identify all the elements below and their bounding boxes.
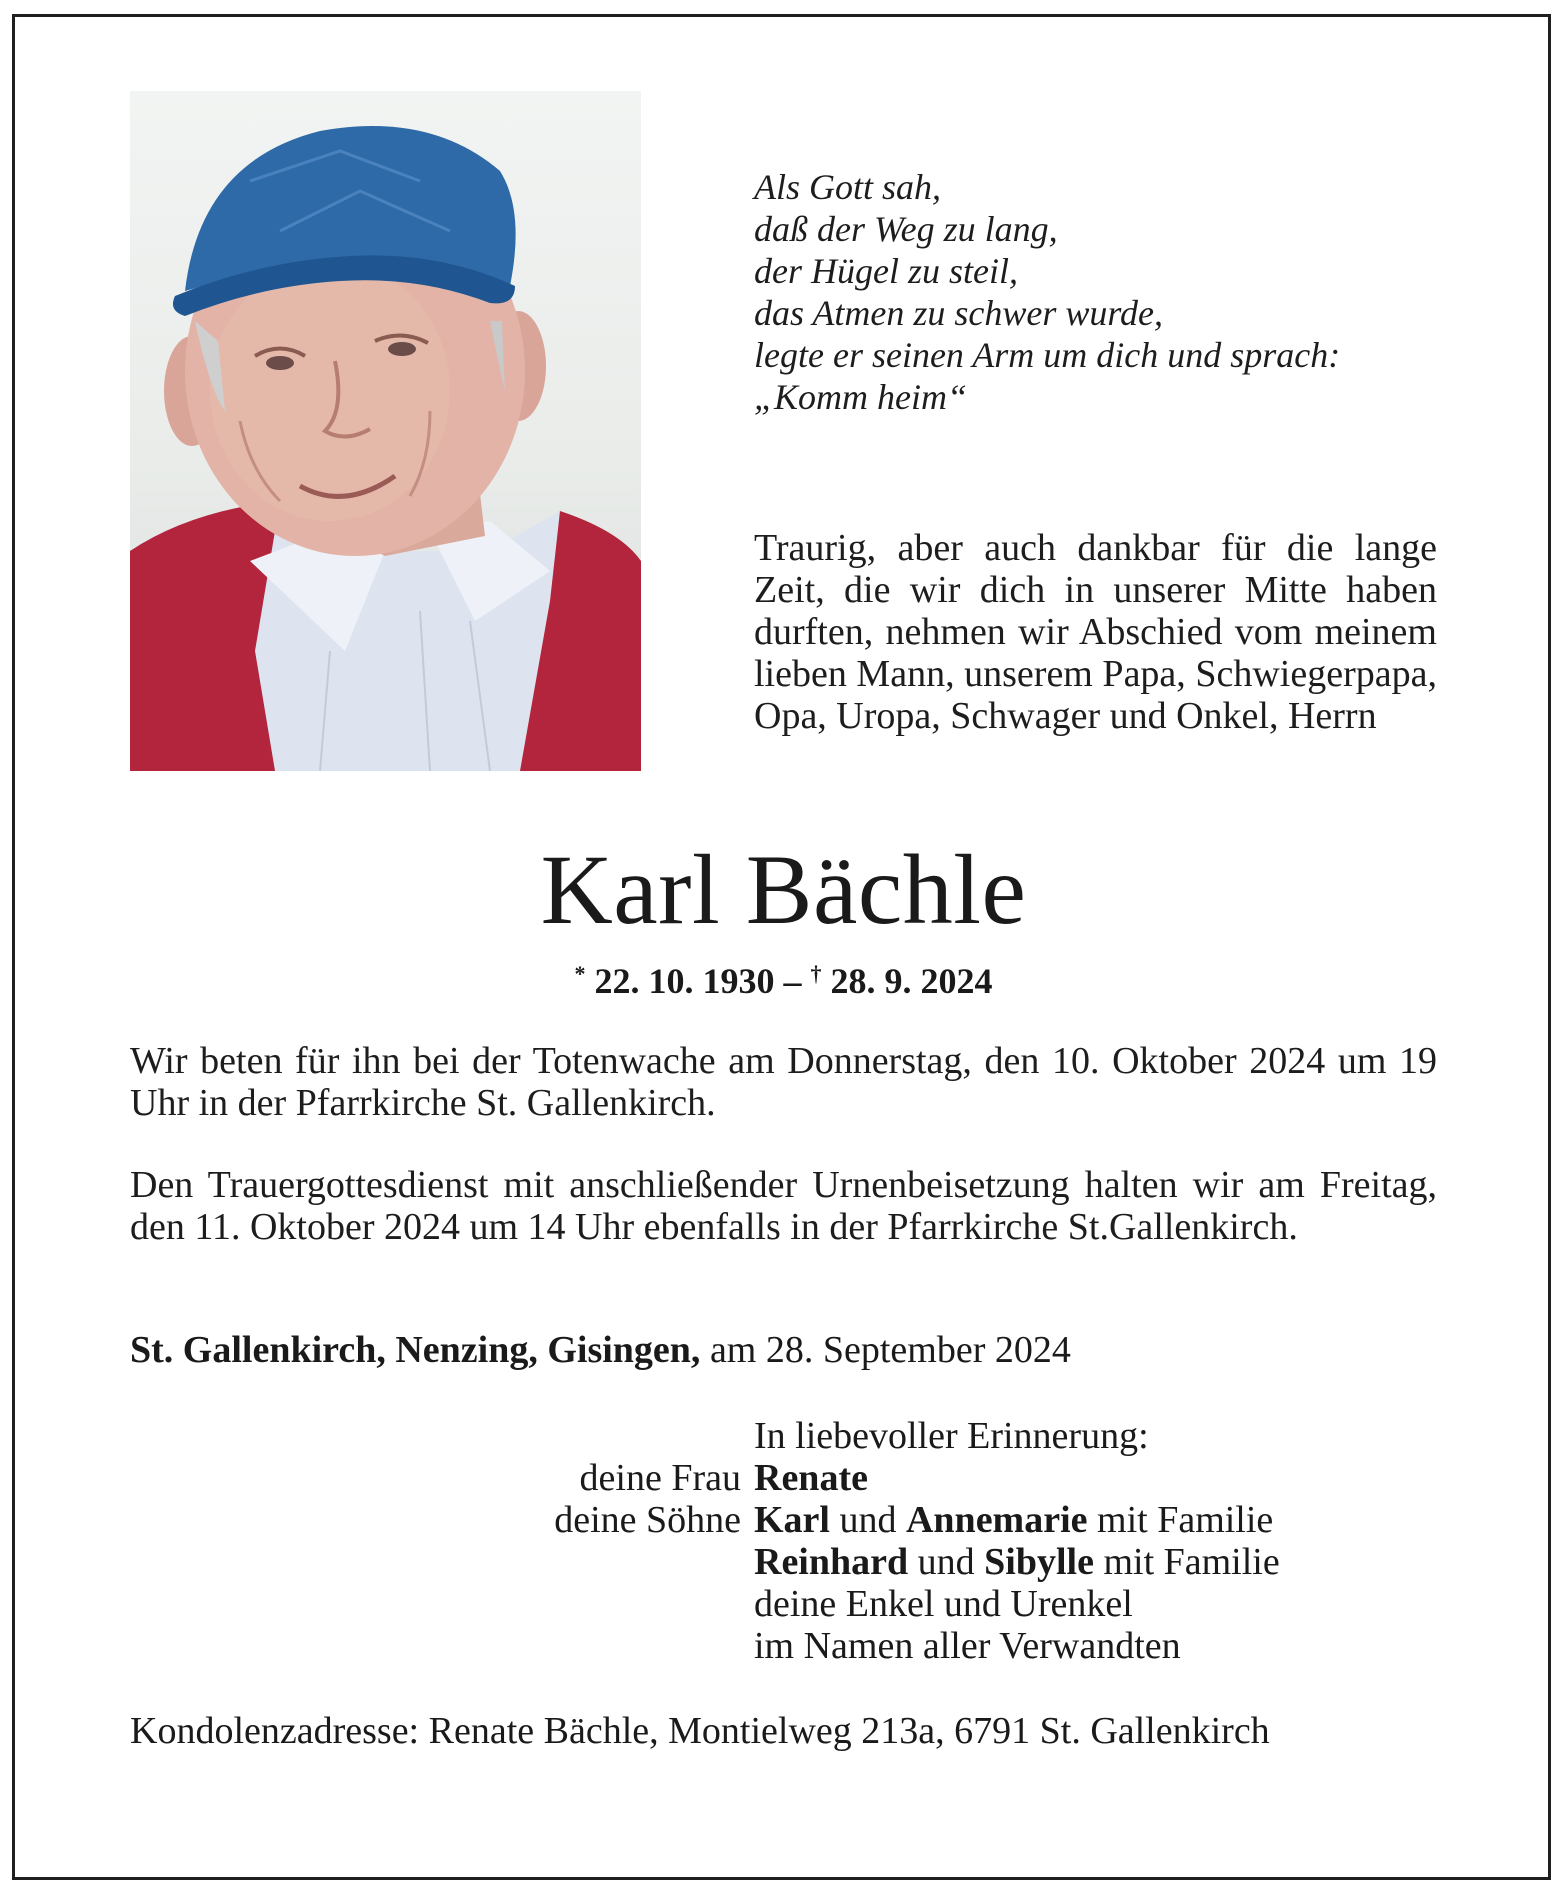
funeral-paragraph: Den Trauergottesdienst mit anschließender Urnenbeisetzung halten wir am Freitag, den 11. Oktober 2024 um 14 Uhr ebenfalls in der Pfarrkirche St.Gallenkirch. [130,1164,1437,1248]
death-date: 28. 9. 2024 [830,961,993,1001]
intro-paragraph: Traurig, aber auch dankbar für die lange Zeit, die wir dich in unserer Mitte haben durften, nehmen wir Abschied vom meinem lieben Mann, unserem Papa, Schwiegerpapa, Opa, Uropa, Schwager und Onkel, Herrn [754,527,1437,737]
portrait-photo [130,91,641,771]
signature-heading-row [0,1415,1567,1457]
son2-name: Reinhard [754,1541,909,1583]
wife-label: deine Frau [579,1457,741,1499]
signature-sons-row [0,1499,1567,1541]
death-symbol: † [810,961,822,986]
poem-line: Als Gott sah, [754,167,942,207]
spouse2-name: Sibylle [984,1541,1094,1583]
signature-grandchildren-row [0,1583,1567,1625]
poem-line: das Atmen zu schwer wurde, [754,293,1163,333]
portrait-illustration [130,91,641,771]
poem-line: der Hügel zu steil, [754,251,1018,291]
poem-line: daß der Weg zu lang, [754,209,1058,249]
notice-date: am 28. September 2024 [709,1329,1071,1371]
und-text: und [917,1541,975,1583]
family-text: mit Familie [1103,1541,1280,1583]
poem [754,166,1454,418]
signature-wife-row [0,1457,1567,1499]
und-text: und [839,1499,897,1541]
date-separator: – [783,961,802,1001]
wife-name: Renate [754,1457,868,1499]
signature-relatives-row [0,1625,1567,1667]
signature-son2-row [0,1541,1567,1583]
life-dates [0,952,1567,1003]
signature-heading: In liebevoller Erinnerung: [754,1415,1149,1457]
place-date-line [130,1329,1071,1371]
birth-symbol: * [574,961,586,986]
relatives: im Namen aller Verwandten [754,1625,1181,1667]
signature-block [0,1415,1567,1667]
sons-label: deine Söhne [554,1499,741,1541]
places: St. Gallenkirch, Nenzing, Gisingen, [130,1329,701,1371]
condolence-address: Kondolenzadresse: Renate Bächle, Montielweg 213a, 6791 St. Gallenkirch [130,1710,1270,1752]
deceased-name: Karl Bächle [540,834,1027,945]
spouse1-name: Annemarie [905,1499,1088,1541]
grandchildren: deine Enkel und Urenkel [754,1583,1133,1625]
poem-line: „Komm heim“ [754,377,968,417]
birth-date: 22. 10. 1930 [594,961,775,1001]
wake-paragraph: Wir beten für ihn bei der Totenwache am Donnerstag, den 10. Oktober 2024 um 19 Uhr in der Pfarrkirche St. Gallenkirch. [130,1040,1437,1124]
family-text: mit Familie [1097,1499,1274,1541]
son1-name: Karl [754,1499,830,1541]
poem-line: legte er seinen Arm um dich und sprach: [754,335,1341,375]
